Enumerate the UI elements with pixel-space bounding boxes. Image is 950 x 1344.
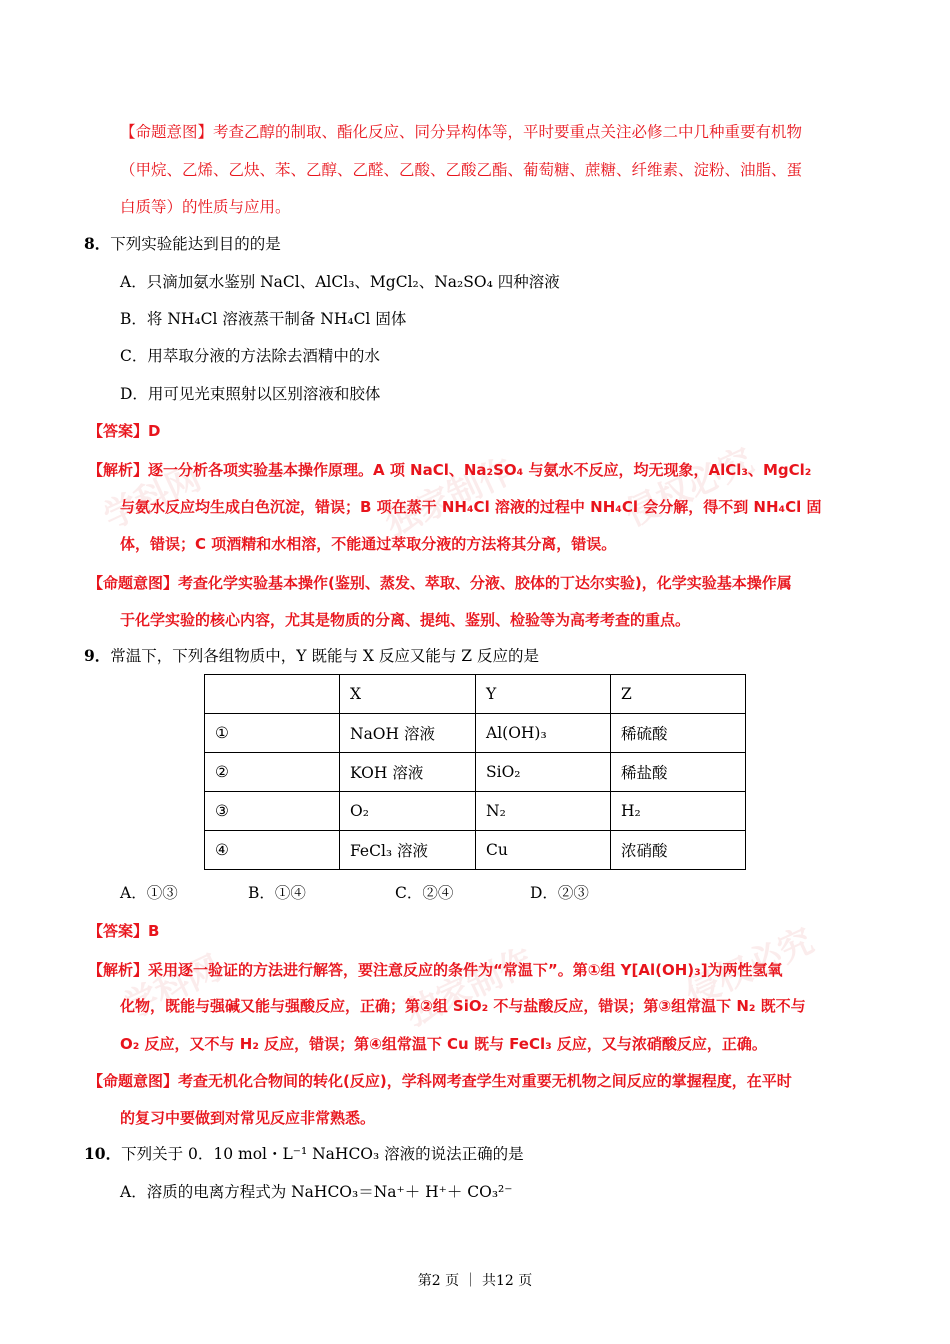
table-row — [205, 753, 746, 792]
table-cell: KOH 溶液 — [340, 753, 476, 792]
watermark: 独家制作 — [399, 940, 540, 1035]
q7-intent-line1: 【命题意图】考查乙醇的制取、酯化反应、同分异构体等，平时要重点关注必修二中几种重要有机物 — [120, 123, 803, 141]
question-9-stem: 9．常温下，下列各组物质中，Y 既能与 X 反应又能与 Z 反应的是 — [84, 646, 539, 665]
table-cell: Al(OH)₃ — [476, 714, 611, 753]
table-row — [205, 831, 746, 870]
table-cell: FeCl₃ 溶液 — [340, 831, 476, 870]
q8-intent-line1: 【命题意图】考查化学实验基本操作(鉴别、蒸发、萃取、分液、胶体的丁达尔实验)，化学实验基本操作属 — [88, 574, 792, 592]
table-cell: ③ — [205, 792, 340, 831]
table-header-cell — [205, 675, 340, 714]
table-header-cell: Z — [611, 675, 746, 714]
watermark: 学科网 — [97, 457, 208, 538]
q7-intent-label: 【命题意图】 — [120, 123, 214, 141]
q9-option-d: D．②③ — [530, 884, 589, 902]
table-cell: Cu — [476, 831, 611, 870]
table-header-row — [205, 675, 746, 714]
q10-option-a: A．溶质的电离方程式为 NaHCO₃＝Na⁺＋ H⁺＋ CO₃²⁻ — [120, 1183, 513, 1201]
table-cell: 稀硫酸 — [611, 714, 746, 753]
page-footer: 第2 页 ｜ 共12 页 — [417, 1273, 533, 1289]
watermark: 独家制作 — [379, 450, 520, 545]
table-cell: 稀盐酸 — [611, 753, 746, 792]
q8-answer: 【答案】D — [88, 422, 161, 440]
q8-analysis-line1: 【解析】逐一分析各项实验基本操作原理。A 项 NaCl、Na₂SO₄ 与氨水不反应，均无现象，AlCl₃、MgCl₂ — [88, 461, 812, 479]
question-number: 8． — [84, 234, 111, 253]
q8-analysis-line3: 体，错误；C 项酒精和水相溶，不能通过萃取分液的方法将其分离，错误。 — [120, 535, 617, 553]
q9-option-c: C．②④ — [395, 884, 454, 902]
q9-analysis-line2: 化物，既能与强碱又能与强酸反应，正确；第②组 SiO₂ 不与盐酸反应，错误；第③组常温下 N₂ 既不与 — [120, 997, 806, 1015]
q9-intent-line2: 的复习中要做到对常见反应非常熟悉。 — [120, 1109, 376, 1127]
table-cell: ② — [205, 753, 340, 792]
q8-intent-line2: 于化学实验的核心内容，尤其是物质的分离、提纯、鉴别、检验等为高考考查的重点。 — [120, 611, 691, 629]
table-cell: O₂ — [340, 792, 476, 831]
q8-option-c: C．用萃取分液的方法除去酒精中的水 — [120, 347, 380, 365]
q7-intent-line2: （甲烷、乙烯、乙炔、苯、乙醇、乙醛、乙酸、乙酸乙酯、葡萄糖、蔗糖、纤维素、淀粉、油脂、蛋 — [120, 161, 803, 179]
q8-option-d: D．用可见光束照射以区别溶液和胶体 — [120, 385, 381, 403]
question-10-stem: 10．下列关于 0．10 mol・L⁻¹ NaHCO₃ 溶液的说法正确的是 — [84, 1144, 524, 1163]
table-cell: N₂ — [476, 792, 611, 831]
watermark: 侵权必究 — [679, 920, 820, 1015]
table-cell: H₂ — [611, 792, 746, 831]
q9-option-a: A．①③ — [120, 884, 178, 902]
q9-analysis-line1: 【解析】采用逐一验证的方法进行解答，要注意反应的条件为“常温下”。第①组 Y[Al(OH)₃]为两性氢氧 — [88, 961, 783, 979]
question-number: 10． — [84, 1144, 122, 1163]
watermark: 学科网 — [117, 947, 228, 1028]
table-cell: 浓硝酸 — [611, 831, 746, 870]
q7-intent-line3: 白质等）的性质与应用。 — [120, 198, 291, 216]
table-cell: ① — [205, 714, 340, 753]
table-row — [205, 714, 746, 753]
table-cell: ④ — [205, 831, 340, 870]
q9-analysis-line3: O₂ 反应，又不与 H₂ 反应，错误；第④组常温下 Cu 既与 FeCl₃ 反应，又与浓硝酸反应，正确。 — [120, 1035, 767, 1053]
q8-option-a: A．只滴加氨水鉴别 NaCl、AlCl₃、MgCl₂、Na₂SO₄ 四种溶液 — [120, 273, 560, 291]
table-cell: SiO₂ — [476, 753, 611, 792]
q9-table — [204, 674, 746, 870]
table-header-cell: Y — [476, 675, 611, 714]
q8-analysis-line2: 与氨水反应均生成白色沉淀，错误；B 项在蒸干 NH₄Cl 溶液的过程中 NH₄Cl 会分解，得不到 NH₄Cl 固 — [120, 498, 822, 516]
table-header-cell: X — [340, 675, 476, 714]
q9-answer: 【答案】B — [88, 922, 160, 940]
q9-intent-line1: 【命题意图】考查无机化合物间的转化(反应)，学科网考查学生对重要无机物之间反应的掌握程度，在平时 — [88, 1072, 792, 1090]
watermark: 侵权必究 — [619, 440, 760, 535]
table-row — [205, 792, 746, 831]
table-cell: NaOH 溶液 — [340, 714, 476, 753]
q8-option-b: B．将 NH₄Cl 溶液蒸干制备 NH₄Cl 固体 — [120, 310, 407, 328]
question-number: 9． — [84, 646, 111, 665]
q9-option-b: B．①④ — [248, 884, 306, 902]
question-8-stem: 8．下列实验能达到目的的是 — [84, 234, 281, 253]
